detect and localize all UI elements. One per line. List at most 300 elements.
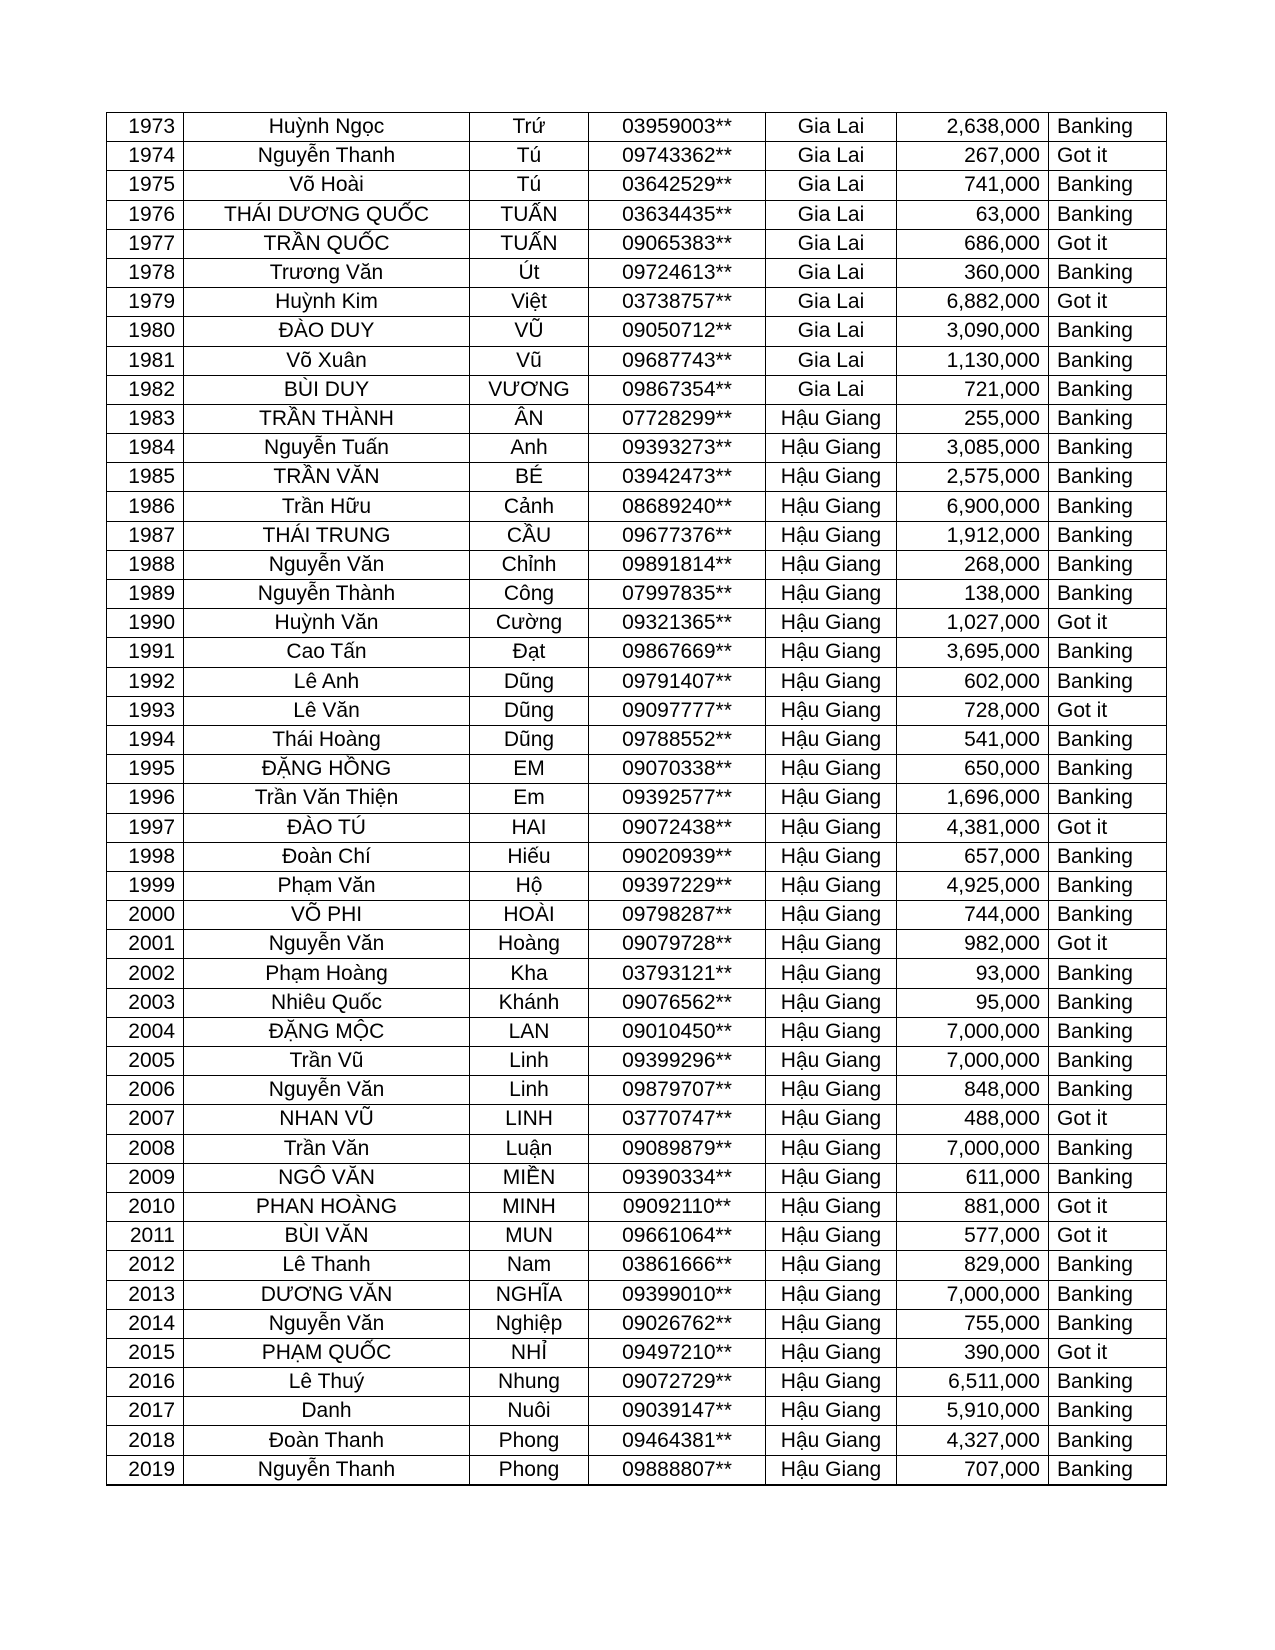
amount-cell: 1,027,000 [897, 609, 1049, 638]
payment-method-cell: Banking [1049, 580, 1167, 609]
row-number-cell: 1980 [107, 317, 184, 346]
amount-cell: 728,000 [897, 696, 1049, 725]
province-cell: Hậu Giang [766, 1251, 897, 1280]
row-number-cell: 2015 [107, 1338, 184, 1367]
province-cell: Gia Lai [766, 346, 897, 375]
province-cell: Hậu Giang [766, 813, 897, 842]
first-name-cell: ÂN [470, 404, 589, 433]
table-row [107, 317, 1167, 346]
amount-cell: 1,130,000 [897, 346, 1049, 375]
table-row [107, 1192, 1167, 1221]
payment-method-cell: Got it [1049, 609, 1167, 638]
province-cell: Hậu Giang [766, 434, 897, 463]
amount-cell: 4,925,000 [897, 871, 1049, 900]
table-row [107, 580, 1167, 609]
payment-method-cell: Banking [1049, 1076, 1167, 1105]
row-number-cell: 1992 [107, 667, 184, 696]
province-cell: Hậu Giang [766, 1455, 897, 1485]
table-row [107, 784, 1167, 813]
province-cell: Hậu Giang [766, 638, 897, 667]
row-number-cell: 1983 [107, 404, 184, 433]
province-cell: Hậu Giang [766, 842, 897, 871]
payment-method-cell: Banking [1049, 842, 1167, 871]
row-number-cell: 2002 [107, 959, 184, 988]
amount-cell: 611,000 [897, 1163, 1049, 1192]
amount-cell: 267,000 [897, 142, 1049, 171]
first-name-cell: Việt [470, 288, 589, 317]
first-name-cell: Phong [470, 1426, 589, 1455]
first-name-cell: Công [470, 580, 589, 609]
row-number-cell: 1976 [107, 200, 184, 229]
last-name-cell: BÙI VĂN [184, 1222, 470, 1251]
amount-cell: 6,511,000 [897, 1368, 1049, 1397]
last-name-cell: NHAN VŨ [184, 1105, 470, 1134]
table-row [107, 901, 1167, 930]
row-number-cell: 2007 [107, 1105, 184, 1134]
amount-cell: 7,000,000 [897, 1280, 1049, 1309]
payment-method-cell: Banking [1049, 171, 1167, 200]
phone-cell: 03942473** [589, 463, 766, 492]
row-number-cell: 2005 [107, 1047, 184, 1076]
last-name-cell: BÙI DUY [184, 375, 470, 404]
table-row [107, 550, 1167, 579]
province-cell: Hậu Giang [766, 580, 897, 609]
payment-method-cell: Banking [1049, 1047, 1167, 1076]
table-row [107, 521, 1167, 550]
table-row [107, 1397, 1167, 1426]
last-name-cell: Võ Hoài [184, 171, 470, 200]
table-row [107, 288, 1167, 317]
payment-method-cell: Got it [1049, 930, 1167, 959]
payment-method-cell: Got it [1049, 813, 1167, 842]
last-name-cell: Huỳnh Kim [184, 288, 470, 317]
table-row [107, 813, 1167, 842]
payment-method-cell: Banking [1049, 871, 1167, 900]
last-name-cell: Trần Văn [184, 1134, 470, 1163]
table-row [107, 492, 1167, 521]
amount-cell: 577,000 [897, 1222, 1049, 1251]
table-row [107, 434, 1167, 463]
last-name-cell: ĐẶNG MỘC [184, 1017, 470, 1046]
row-number-cell: 1985 [107, 463, 184, 492]
province-cell: Hậu Giang [766, 1309, 897, 1338]
amount-cell: 602,000 [897, 667, 1049, 696]
amount-cell: 848,000 [897, 1076, 1049, 1105]
phone-cell: 09879707** [589, 1076, 766, 1105]
first-name-cell: Nghiệp [470, 1309, 589, 1338]
table-row [107, 725, 1167, 754]
province-cell: Hậu Giang [766, 1134, 897, 1163]
phone-cell: 07997835** [589, 580, 766, 609]
last-name-cell: Đoàn Chí [184, 842, 470, 871]
province-cell: Gia Lai [766, 317, 897, 346]
table-row [107, 1163, 1167, 1192]
province-cell: Hậu Giang [766, 463, 897, 492]
province-cell: Hậu Giang [766, 959, 897, 988]
first-name-cell: LAN [470, 1017, 589, 1046]
table-row [107, 638, 1167, 667]
table-row [107, 1309, 1167, 1338]
province-cell: Hậu Giang [766, 492, 897, 521]
province-cell: Hậu Giang [766, 667, 897, 696]
first-name-cell: Phong [470, 1455, 589, 1485]
payment-method-cell: Banking [1049, 901, 1167, 930]
table-row [107, 871, 1167, 900]
first-name-cell: Dũng [470, 667, 589, 696]
table-row [107, 696, 1167, 725]
last-name-cell: Đoàn Thanh [184, 1426, 470, 1455]
first-name-cell: Cảnh [470, 492, 589, 521]
province-cell: Hậu Giang [766, 871, 897, 900]
payment-method-cell: Got it [1049, 1105, 1167, 1134]
row-number-cell: 2004 [107, 1017, 184, 1046]
first-name-cell: BÉ [470, 463, 589, 492]
amount-cell: 390,000 [897, 1338, 1049, 1367]
payment-method-cell: Banking [1049, 1017, 1167, 1046]
first-name-cell: NHỈ [470, 1338, 589, 1367]
phone-cell: 09321365** [589, 609, 766, 638]
payment-method-cell: Banking [1049, 755, 1167, 784]
payment-method-cell: Banking [1049, 988, 1167, 1017]
last-name-cell: Lê Văn [184, 696, 470, 725]
province-cell: Hậu Giang [766, 1222, 897, 1251]
last-name-cell: Trần Hữu [184, 492, 470, 521]
payment-method-cell: Banking [1049, 434, 1167, 463]
payment-method-cell: Banking [1049, 1426, 1167, 1455]
row-number-cell: 1999 [107, 871, 184, 900]
amount-cell: 5,910,000 [897, 1397, 1049, 1426]
phone-cell: 09010450** [589, 1017, 766, 1046]
row-number-cell: 2011 [107, 1222, 184, 1251]
last-name-cell: TRẦN VĂN [184, 463, 470, 492]
province-cell: Gia Lai [766, 142, 897, 171]
row-number-cell: 2018 [107, 1426, 184, 1455]
last-name-cell: Thái Hoàng [184, 725, 470, 754]
row-number-cell: 1988 [107, 550, 184, 579]
payment-method-cell: Banking [1049, 521, 1167, 550]
province-cell: Gia Lai [766, 375, 897, 404]
row-number-cell: 1979 [107, 288, 184, 317]
first-name-cell: VŨ [470, 317, 589, 346]
last-name-cell: Nguyễn Văn [184, 1076, 470, 1105]
amount-cell: 2,575,000 [897, 463, 1049, 492]
phone-cell: 09097777** [589, 696, 766, 725]
amount-cell: 6,882,000 [897, 288, 1049, 317]
row-number-cell: 1973 [107, 113, 184, 142]
row-number-cell: 2010 [107, 1192, 184, 1221]
amount-cell: 829,000 [897, 1251, 1049, 1280]
first-name-cell: HOÀI [470, 901, 589, 930]
row-number-cell: 2013 [107, 1280, 184, 1309]
last-name-cell: Nguyễn Văn [184, 550, 470, 579]
phone-cell: 09072729** [589, 1368, 766, 1397]
table-body [107, 113, 1167, 1485]
amount-cell: 4,327,000 [897, 1426, 1049, 1455]
row-number-cell: 2017 [107, 1397, 184, 1426]
last-name-cell: Trương Văn [184, 258, 470, 287]
payment-method-cell: Banking [1049, 1455, 1167, 1485]
first-name-cell: Linh [470, 1076, 589, 1105]
payment-method-cell: Banking [1049, 1309, 1167, 1338]
amount-cell: 3,085,000 [897, 434, 1049, 463]
row-number-cell: 1974 [107, 142, 184, 171]
phone-cell: 09677376** [589, 521, 766, 550]
first-name-cell: CẦU [470, 521, 589, 550]
table-row [107, 375, 1167, 404]
table-row [107, 1047, 1167, 1076]
phone-cell: 09020939** [589, 842, 766, 871]
payment-method-cell: Banking [1049, 638, 1167, 667]
phone-cell: 09092110** [589, 1192, 766, 1221]
first-name-cell: Cường [470, 609, 589, 638]
first-name-cell: Dũng [470, 696, 589, 725]
province-cell: Hậu Giang [766, 521, 897, 550]
province-cell: Hậu Giang [766, 725, 897, 754]
payment-method-cell: Banking [1049, 258, 1167, 287]
phone-cell: 09039147** [589, 1397, 766, 1426]
payment-method-cell: Banking [1049, 492, 1167, 521]
first-name-cell: Luận [470, 1134, 589, 1163]
phone-cell: 09070338** [589, 755, 766, 784]
first-name-cell: Tú [470, 142, 589, 171]
last-name-cell: Nguyễn Thanh [184, 142, 470, 171]
phone-cell: 09788552** [589, 725, 766, 754]
amount-cell: 541,000 [897, 725, 1049, 754]
phone-cell: 09393273** [589, 434, 766, 463]
amount-cell: 255,000 [897, 404, 1049, 433]
table-row [107, 463, 1167, 492]
row-number-cell: 2009 [107, 1163, 184, 1192]
province-cell: Hậu Giang [766, 550, 897, 579]
row-number-cell: 2000 [107, 901, 184, 930]
winners-table [106, 112, 1167, 1486]
province-cell: Gia Lai [766, 229, 897, 258]
payment-method-cell: Banking [1049, 1397, 1167, 1426]
province-cell: Hậu Giang [766, 1397, 897, 1426]
province-cell: Hậu Giang [766, 1017, 897, 1046]
table-row [107, 1222, 1167, 1251]
phone-cell: 09687743** [589, 346, 766, 375]
payment-method-cell: Banking [1049, 725, 1167, 754]
province-cell: Hậu Giang [766, 404, 897, 433]
last-name-cell: Huỳnh Ngọc [184, 113, 470, 142]
payment-method-cell: Banking [1049, 1280, 1167, 1309]
province-cell: Hậu Giang [766, 1047, 897, 1076]
last-name-cell: Danh [184, 1397, 470, 1426]
province-cell: Hậu Giang [766, 696, 897, 725]
payment-method-cell: Banking [1049, 200, 1167, 229]
row-number-cell: 1995 [107, 755, 184, 784]
last-name-cell: Lê Thanh [184, 1251, 470, 1280]
last-name-cell: Lê Thuý [184, 1368, 470, 1397]
phone-cell: 03738757** [589, 288, 766, 317]
first-name-cell: NGHĨA [470, 1280, 589, 1309]
last-name-cell: DƯƠNG VĂN [184, 1280, 470, 1309]
row-number-cell: 1978 [107, 258, 184, 287]
last-name-cell: THÁI TRUNG [184, 521, 470, 550]
table-row [107, 1105, 1167, 1134]
phone-cell: 09076562** [589, 988, 766, 1017]
amount-cell: 7,000,000 [897, 1047, 1049, 1076]
province-cell: Gia Lai [766, 258, 897, 287]
amount-cell: 360,000 [897, 258, 1049, 287]
first-name-cell: MUN [470, 1222, 589, 1251]
payment-method-cell: Got it [1049, 1222, 1167, 1251]
row-number-cell: 1991 [107, 638, 184, 667]
phone-cell: 09072438** [589, 813, 766, 842]
row-number-cell: 2006 [107, 1076, 184, 1105]
first-name-cell: TUẤN [470, 229, 589, 258]
amount-cell: 488,000 [897, 1105, 1049, 1134]
phone-cell: 09743362** [589, 142, 766, 171]
row-number-cell: 1998 [107, 842, 184, 871]
payment-method-cell: Banking [1049, 1163, 1167, 1192]
table-row [107, 609, 1167, 638]
table-row [107, 113, 1167, 142]
row-number-cell: 1987 [107, 521, 184, 550]
province-cell: Hậu Giang [766, 1076, 897, 1105]
payment-method-cell: Banking [1049, 346, 1167, 375]
phone-cell: 03959003** [589, 113, 766, 142]
row-number-cell: 1981 [107, 346, 184, 375]
first-name-cell: Em [470, 784, 589, 813]
province-cell: Hậu Giang [766, 755, 897, 784]
phone-cell: 09798287** [589, 901, 766, 930]
first-name-cell: Trứ [470, 113, 589, 142]
table-row [107, 1017, 1167, 1046]
amount-cell: 6,900,000 [897, 492, 1049, 521]
last-name-cell: VÕ PHI [184, 901, 470, 930]
first-name-cell: MINH [470, 1192, 589, 1221]
amount-cell: 982,000 [897, 930, 1049, 959]
phone-cell: 03770747** [589, 1105, 766, 1134]
row-number-cell: 2003 [107, 988, 184, 1017]
province-cell: Hậu Giang [766, 901, 897, 930]
last-name-cell: Phạm Văn [184, 871, 470, 900]
last-name-cell: Lê Anh [184, 667, 470, 696]
last-name-cell: TRẦN QUỐC [184, 229, 470, 258]
amount-cell: 63,000 [897, 200, 1049, 229]
table-row [107, 755, 1167, 784]
phone-cell: 09791407** [589, 667, 766, 696]
payment-method-cell: Banking [1049, 1368, 1167, 1397]
last-name-cell: THÁI DƯƠNG QUỐC [184, 200, 470, 229]
row-number-cell: 1986 [107, 492, 184, 521]
row-number-cell: 2016 [107, 1368, 184, 1397]
last-name-cell: NGÔ VĂN [184, 1163, 470, 1192]
last-name-cell: ĐẶNG HỒNG [184, 755, 470, 784]
amount-cell: 3,695,000 [897, 638, 1049, 667]
province-cell: Hậu Giang [766, 1338, 897, 1367]
last-name-cell: Cao Tấn [184, 638, 470, 667]
table-row [107, 988, 1167, 1017]
payment-method-cell: Banking [1049, 550, 1167, 579]
phone-cell: 09891814** [589, 550, 766, 579]
first-name-cell: Tú [470, 171, 589, 200]
last-name-cell: Trần Văn Thiện [184, 784, 470, 813]
last-name-cell: Nguyễn Tuấn [184, 434, 470, 463]
first-name-cell: Nuôi [470, 1397, 589, 1426]
province-cell: Gia Lai [766, 113, 897, 142]
first-name-cell: HAI [470, 813, 589, 842]
first-name-cell: Vũ [470, 346, 589, 375]
table-row [107, 1455, 1167, 1485]
province-cell: Hậu Giang [766, 1368, 897, 1397]
first-name-cell: Linh [470, 1047, 589, 1076]
first-name-cell: Khánh [470, 988, 589, 1017]
row-number-cell: 1975 [107, 171, 184, 200]
phone-cell: 09661064** [589, 1222, 766, 1251]
last-name-cell: Nhiêu Quốc [184, 988, 470, 1017]
phone-cell: 07728299** [589, 404, 766, 433]
payment-method-cell: Banking [1049, 1134, 1167, 1163]
payment-method-cell: Banking [1049, 375, 1167, 404]
phone-cell: 09390334** [589, 1163, 766, 1192]
row-number-cell: 2012 [107, 1251, 184, 1280]
phone-cell: 09089879** [589, 1134, 766, 1163]
table-row [107, 346, 1167, 375]
payment-method-cell: Banking [1049, 463, 1167, 492]
amount-cell: 2,638,000 [897, 113, 1049, 142]
payment-method-cell: Banking [1049, 784, 1167, 813]
payment-method-cell: Banking [1049, 959, 1167, 988]
province-cell: Hậu Giang [766, 988, 897, 1017]
phone-cell: 03793121** [589, 959, 766, 988]
payment-method-cell: Got it [1049, 1338, 1167, 1367]
last-name-cell: Nguyễn Thanh [184, 1455, 470, 1485]
phone-cell: 09392577** [589, 784, 766, 813]
last-name-cell: PHAN HOÀNG [184, 1192, 470, 1221]
payment-method-cell: Banking [1049, 1251, 1167, 1280]
amount-cell: 138,000 [897, 580, 1049, 609]
phone-cell: 09867354** [589, 375, 766, 404]
row-number-cell: 2008 [107, 1134, 184, 1163]
first-name-cell: VƯƠNG [470, 375, 589, 404]
phone-cell: 08689240** [589, 492, 766, 521]
row-number-cell: 2014 [107, 1309, 184, 1338]
amount-cell: 650,000 [897, 755, 1049, 784]
table-row [107, 1076, 1167, 1105]
table-row [107, 142, 1167, 171]
phone-cell: 09050712** [589, 317, 766, 346]
first-name-cell: Út [470, 258, 589, 287]
payment-method-cell: Banking [1049, 317, 1167, 346]
table-row [107, 1368, 1167, 1397]
table-row [107, 200, 1167, 229]
last-name-cell: PHẠM QUỐC [184, 1338, 470, 1367]
province-cell: Hậu Giang [766, 609, 897, 638]
phone-cell: 09724613** [589, 258, 766, 287]
amount-cell: 707,000 [897, 1455, 1049, 1485]
first-name-cell: Nam [470, 1251, 589, 1280]
amount-cell: 268,000 [897, 550, 1049, 579]
province-cell: Hậu Giang [766, 1163, 897, 1192]
phone-cell: 09399296** [589, 1047, 766, 1076]
first-name-cell: Hiếu [470, 842, 589, 871]
amount-cell: 95,000 [897, 988, 1049, 1017]
amount-cell: 755,000 [897, 1309, 1049, 1338]
payment-method-cell: Banking [1049, 667, 1167, 696]
table-row [107, 1426, 1167, 1455]
table-row [107, 258, 1167, 287]
last-name-cell: Trần Vũ [184, 1047, 470, 1076]
first-name-cell: Anh [470, 434, 589, 463]
phone-cell: 03634435** [589, 200, 766, 229]
province-cell: Hậu Giang [766, 1105, 897, 1134]
province-cell: Hậu Giang [766, 1280, 897, 1309]
row-number-cell: 1990 [107, 609, 184, 638]
phone-cell: 09397229** [589, 871, 766, 900]
